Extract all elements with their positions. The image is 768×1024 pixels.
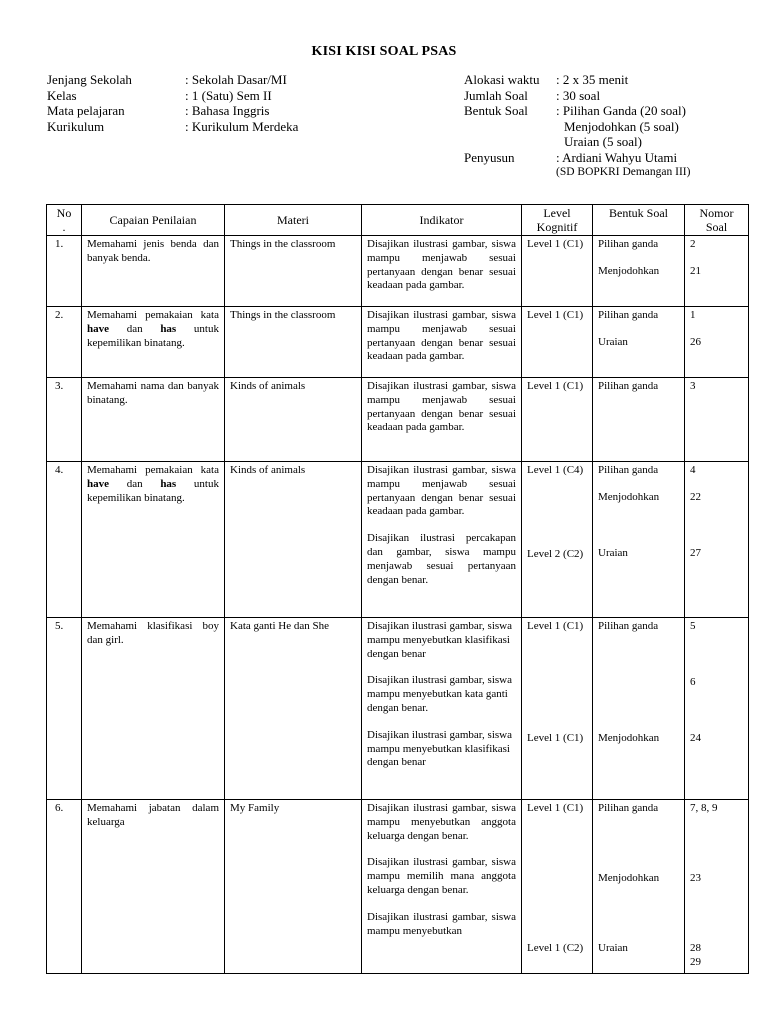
table-row — [47, 307, 749, 378]
row-materi: Things in the classroom — [225, 236, 362, 307]
row-indikator: Disajikan ilustrasi gambar, siswa mampu menjawab sesuai pertanyaan dengan benar sesuai keadaan pada gambar. Disajikan ilustrasi percakapan dan gambar, siswa mampu menjawab sesuai pertanyaan dengan benar. — [362, 462, 522, 618]
meta-key: Kurikulum — [47, 118, 105, 134]
meta-row-kurikulum — [47, 119, 298, 135]
meta-row-penyusun — [464, 150, 690, 166]
meta-row-bentuk — [464, 103, 690, 119]
row-capaian: Memahami pemakaian kata have dan has untuk kepemilikan binatang. — [82, 307, 225, 378]
row-nomor: 2 21 — [685, 236, 749, 307]
meta-row-jumlah — [464, 88, 690, 104]
row-indikator: Disajikan ilustrasi gambar, siswa mampu menjawab sesuai pertanyaan dengan benar sesuai keadaan pada gambar. — [362, 378, 522, 462]
row-indikator: Disajikan ilustrasi gambar, siswa mampu menjawab sesuai pertanyaan dengan benar sesuai keadaan pada gambar. — [362, 236, 522, 307]
meta-penyusun-org: (SD BOPKRI Demangan III) — [556, 166, 691, 178]
header-indikator: Indikator — [362, 205, 522, 236]
table-row — [47, 378, 749, 462]
row-materi: Kinds of animals — [225, 378, 362, 462]
meta-bentuk-line-2: Menjodohkan (5 soal) — [564, 118, 679, 134]
header-level: Level Kognitif — [522, 205, 593, 236]
row-no: 4. — [47, 462, 82, 618]
header-bentuk: Bentuk Soal — [593, 205, 685, 236]
row-indikator: Disajikan ilustrasi gambar, siswa mampu menjawab sesuai pertanyaan dengan benar sesuai keadaan pada gambar. — [362, 307, 522, 378]
row-nomor: 5 6 24 — [685, 618, 749, 800]
meta-left — [47, 72, 298, 134]
row-level: Level 1 (C1) — [522, 307, 593, 378]
row-materi: Kinds of animals — [225, 462, 362, 618]
meta-row-jenjang — [47, 72, 298, 88]
header-no: No . — [47, 205, 82, 236]
row-capaian: Memahami nama dan banyak binatang. — [82, 378, 225, 462]
table-row — [47, 800, 749, 974]
row-level: Level 1 (C1) — [522, 236, 593, 307]
meta-value: : Pilihan Ganda (20 soal) — [556, 103, 686, 118]
row-bentuk: Pilihan ganda Menjodohkan — [593, 236, 685, 307]
row-bentuk: Pilihan ganda — [593, 378, 685, 462]
row-no: 5. — [47, 618, 82, 800]
meta-right — [464, 72, 690, 181]
table-row — [47, 462, 749, 618]
header-capaian: Capaian Penilaian — [82, 205, 225, 236]
row-bentuk: Pilihan ganda Menjodohkan — [593, 618, 685, 800]
meta-value: : Sekolah Dasar/MI — [185, 72, 287, 87]
table-header-row — [47, 205, 749, 236]
meta-row-kelas — [47, 88, 298, 104]
row-level: Level 1 (C1) — [522, 378, 593, 462]
row-no: 1. — [47, 236, 82, 307]
meta-key: Kelas — [47, 87, 77, 103]
meta-value: : 30 soal — [556, 87, 601, 103]
header-nomor: Nomor Soal — [685, 205, 749, 236]
meta-key: Jenjang Sekolah — [47, 72, 132, 87]
row-level: Level 1 (C1) Level 1 (C2) — [522, 800, 593, 974]
table-row — [47, 236, 749, 307]
row-no: 3. — [47, 378, 82, 462]
row-materi: Things in the classroom — [225, 307, 362, 378]
row-level: Level 1 (C4) Level 2 (C2) — [522, 462, 593, 618]
meta-value: : Kurikulum Merdeka — [185, 118, 299, 134]
row-indikator: Disajikan ilustrasi gambar, siswa mampu menyebutkan anggota keluarga dengan benar. Disajikan ilustrasi gambar, siswa mampu memilih mana anggota keluarga dengan benar. Disajikan ilustrasi gambar, siswa mampu menyebutkan — [362, 800, 522, 974]
row-capaian: Memahami jabatan dalam keluarga — [82, 800, 225, 974]
table-row — [47, 618, 749, 800]
meta-value: : 2 x 35 menit — [556, 72, 629, 87]
meta-bentuk-line-3: Uraian (5 soal) — [564, 134, 642, 149]
row-nomor: 1 26 — [685, 307, 749, 378]
meta-row-mapel — [47, 103, 298, 119]
row-indikator: Disajikan ilustrasi gambar, siswa mampu menyebutkan klasifikasi dengan benar Disajikan ilustrasi gambar, siswa mampu menyebutkan kata ganti dengan benar. Disajikan ilustrasi gambar, siswa mampu menyebutkan klasifikasi dengan benar — [362, 618, 522, 800]
meta-key: Jumlah Soal — [464, 87, 528, 103]
header-materi: Materi — [225, 205, 362, 236]
row-nomor: 7, 8, 9 23 28 29 — [685, 800, 749, 974]
meta-value: : 1 (Satu) Sem II — [185, 87, 272, 103]
document-title: KISI KISI SOAL PSAS — [311, 44, 457, 59]
meta-key: Penyusun — [464, 149, 515, 165]
kisi-kisi-table — [46, 204, 749, 974]
row-nomor: 4 22 27 — [685, 462, 749, 618]
meta-key: Alokasi waktu — [464, 72, 540, 87]
row-materi: My Family — [225, 800, 362, 974]
meta-key: Mata pelajaran — [47, 103, 125, 118]
row-no: 2. — [47, 307, 82, 378]
row-no: 6. — [47, 800, 82, 974]
row-capaian: Memahami pemakaian kata have dan has untuk kepemilikan binatang. — [82, 462, 225, 618]
row-bentuk: Pilihan ganda Menjodohkan Uraian — [593, 800, 685, 974]
meta-value: : Bahasa Inggris — [185, 103, 270, 118]
meta-value: : Ardiani Wahyu Utami — [556, 149, 678, 165]
meta-key: Bentuk Soal — [464, 103, 528, 118]
row-level: Level 1 (C1) Level 1 (C1) — [522, 618, 593, 800]
row-bentuk: Pilihan ganda Uraian — [593, 307, 685, 378]
row-bentuk: Pilihan ganda Menjodohkan Uraian — [593, 462, 685, 618]
row-capaian: Memahami klasifikasi boy dan girl. — [82, 618, 225, 800]
row-capaian: Memahami jenis benda dan banyak benda. — [82, 236, 225, 307]
meta-row-alokasi — [464, 72, 690, 88]
row-materi: Kata ganti He dan She — [225, 618, 362, 800]
row-nomor: 3 — [685, 378, 749, 462]
